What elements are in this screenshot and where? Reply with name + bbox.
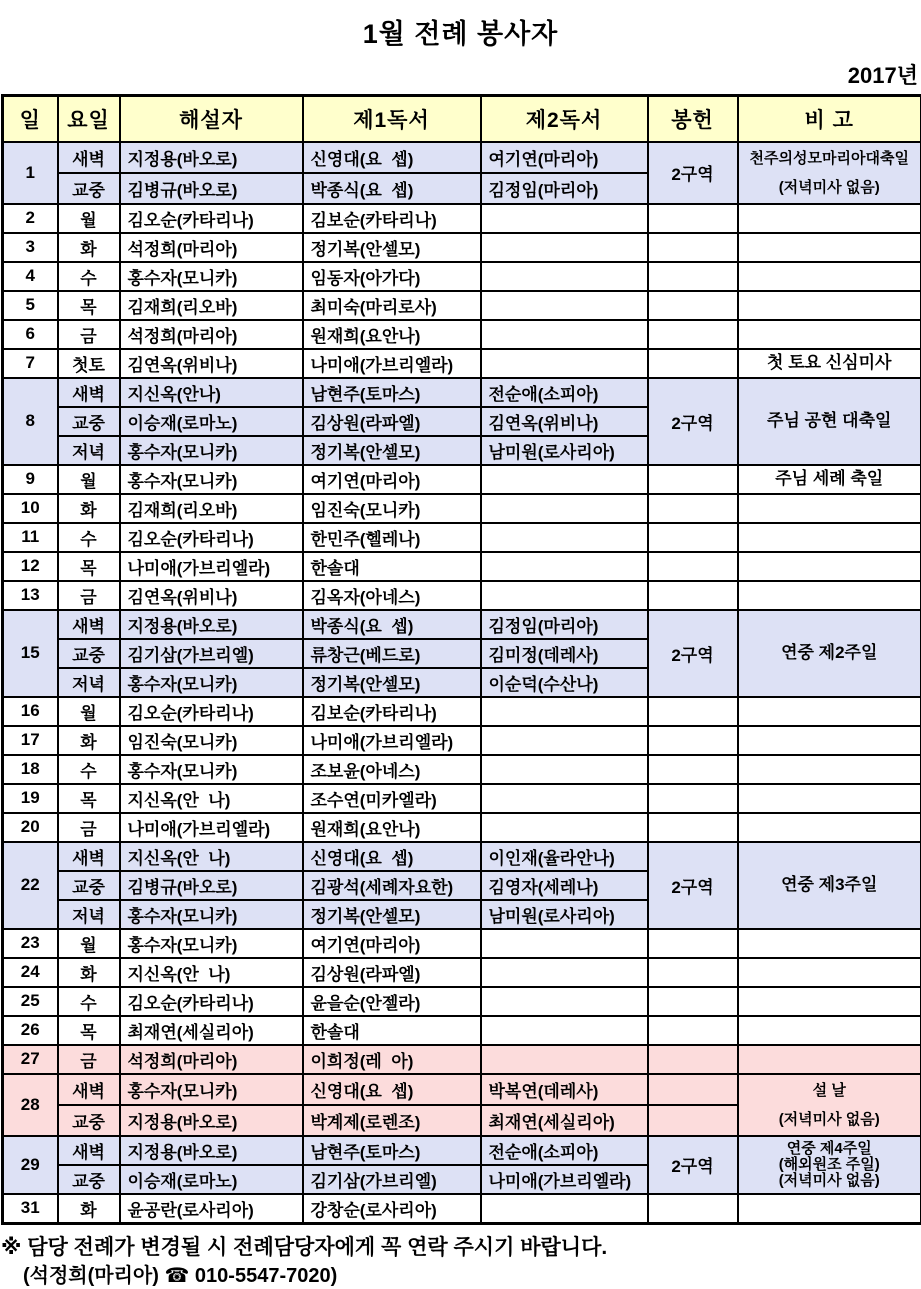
- first-reading-cell: 남현주(토마스): [303, 1136, 481, 1165]
- day-cell: 8: [3, 378, 58, 465]
- commentator-cell: 석정희(마리아): [120, 233, 303, 262]
- note-cell: [738, 494, 921, 523]
- second-reading-cell: [481, 1045, 648, 1074]
- day-cell: 17: [3, 726, 58, 755]
- table-row: [3, 320, 921, 349]
- offering-cell: [648, 320, 738, 349]
- day-cell: 22: [3, 842, 58, 929]
- offering-cell: [648, 987, 738, 1016]
- second-reading-cell: [481, 697, 648, 726]
- note-cell: [738, 552, 921, 581]
- day-cell: 27: [3, 1045, 58, 1074]
- commentator-cell: 지정용(바오로): [120, 610, 303, 639]
- day-cell: 6: [3, 320, 58, 349]
- first-reading-cell: 여기연(마리아): [303, 929, 481, 958]
- table-row: [3, 813, 921, 842]
- table-row: [3, 142, 921, 173]
- day-cell: 13: [3, 581, 58, 610]
- weekday-cell: 목: [58, 784, 120, 813]
- commentator-cell: 지신옥(안 나): [120, 958, 303, 987]
- note-cell: [738, 378, 921, 465]
- second-reading-cell: [481, 204, 648, 233]
- note-line: (저녁미사 없음): [740, 1173, 920, 1189]
- offering-cell: [648, 1016, 738, 1045]
- note-line: 연중 제4주일: [740, 1141, 920, 1157]
- note-cell: [738, 1194, 921, 1224]
- first-reading-cell: 최미숙(마리로사): [303, 291, 481, 320]
- commentator-cell: 김오순(카타리나): [120, 697, 303, 726]
- second-reading-cell: [481, 523, 648, 552]
- table-row: [3, 349, 921, 378]
- note-cell: [738, 142, 921, 204]
- note-cell: [738, 726, 921, 755]
- year-label: 2017년: [1, 59, 920, 90]
- weekday-cell: 교중: [58, 871, 120, 900]
- day-cell: 2: [3, 204, 58, 233]
- offering-cell: [648, 1074, 738, 1105]
- weekday-cell: 새벽: [58, 1136, 120, 1165]
- offering-cell: [648, 784, 738, 813]
- commentator-cell: 김재희(리오바): [120, 494, 303, 523]
- note-cell: [738, 581, 921, 610]
- second-reading-cell: [481, 320, 648, 349]
- first-reading-cell: 신영대(요 셉): [303, 842, 481, 871]
- commentator-cell: 김오순(카타리나): [120, 987, 303, 1016]
- note-line: 연중 제3주일: [740, 874, 920, 895]
- commentator-cell: 홍수자(모니카): [120, 436, 303, 465]
- first-reading-cell: 한민주(헬레나): [303, 523, 481, 552]
- second-reading-cell: [481, 581, 648, 610]
- weekday-cell: 월: [58, 697, 120, 726]
- note-cell: [738, 813, 921, 842]
- commentator-cell: 지신옥(안 나): [120, 842, 303, 871]
- day-cell: 20: [3, 813, 58, 842]
- first-reading-cell: 신영대(요 셉): [303, 1074, 481, 1105]
- table-header: [3, 96, 921, 142]
- note-cell: [738, 987, 921, 1016]
- commentator-cell: 임진숙(모니카): [120, 726, 303, 755]
- table-row: [3, 929, 921, 958]
- first-reading-cell: 류창근(베드로): [303, 639, 481, 668]
- weekday-cell: 수: [58, 523, 120, 552]
- day-cell: 4: [3, 262, 58, 291]
- commentator-cell: 윤공란(로사리아): [120, 1194, 303, 1224]
- weekday-cell: 새벽: [58, 142, 120, 173]
- commentator-cell: 지신옥(안나): [120, 378, 303, 407]
- table-row: [3, 1136, 921, 1165]
- weekday-cell: 화: [58, 233, 120, 262]
- commentator-cell: 나미애(가브리엘라): [120, 552, 303, 581]
- day-cell: 26: [3, 1016, 58, 1045]
- first-reading-cell: 박계제(로렌조): [303, 1105, 481, 1136]
- commentator-cell: 홍수자(모니카): [120, 929, 303, 958]
- second-reading-cell: 전순애(소피아): [481, 378, 648, 407]
- second-reading-cell: 김정임(마리아): [481, 173, 648, 204]
- second-reading-cell: [481, 755, 648, 784]
- first-reading-cell: 정기복(안셀모): [303, 668, 481, 697]
- weekday-cell: 새벽: [58, 610, 120, 639]
- second-reading-cell: 여기연(마리아): [481, 142, 648, 173]
- note-cell: [738, 697, 921, 726]
- second-reading-cell: [481, 291, 648, 320]
- note-cell: [738, 1074, 921, 1136]
- day-cell: 25: [3, 987, 58, 1016]
- second-reading-cell: [481, 1016, 648, 1045]
- note-line: 주님 세례 축일: [740, 468, 920, 489]
- weekday-cell: 금: [58, 1045, 120, 1074]
- day-cell: 29: [3, 1136, 58, 1194]
- commentator-cell: 이승재(로마노): [120, 407, 303, 436]
- table-row: [3, 755, 921, 784]
- col-header-second-reading: 제2독서: [481, 96, 648, 142]
- commentator-cell: 김연옥(위비나): [120, 581, 303, 610]
- table-row: [3, 378, 921, 407]
- note-cell: [738, 610, 921, 697]
- commentator-cell: 김오순(카타리나): [120, 523, 303, 552]
- note-line: 첫 토요 신심미사: [740, 352, 920, 373]
- note-line: (저녁미사 없음): [740, 1105, 920, 1134]
- day-cell: 11: [3, 523, 58, 552]
- note-line: (저녁미사 없음): [740, 173, 920, 202]
- weekday-cell: 교중: [58, 1105, 120, 1136]
- offering-cell: [648, 813, 738, 842]
- note-cell: [738, 1016, 921, 1045]
- first-reading-cell: 신영대(요 셉): [303, 142, 481, 173]
- first-reading-cell: 조수연(미카엘라): [303, 784, 481, 813]
- day-cell: 23: [3, 929, 58, 958]
- col-header-offering: 봉헌: [648, 96, 738, 142]
- weekday-cell: 화: [58, 1194, 120, 1224]
- first-reading-cell: 김기삼(가브리엘): [303, 1165, 481, 1194]
- day-cell: 24: [3, 958, 58, 987]
- table-row: [3, 1016, 921, 1045]
- note-line: 설 날: [740, 1076, 920, 1105]
- commentator-cell: 홍수자(모니카): [120, 1074, 303, 1105]
- weekday-cell: 월: [58, 465, 120, 494]
- note-cell: [738, 784, 921, 813]
- table-row: [3, 291, 921, 320]
- note-line: 천주의성모마리아대축일: [740, 144, 920, 173]
- first-reading-cell: 임동자(아가다): [303, 262, 481, 291]
- second-reading-cell: 박복연(데레사): [481, 1074, 648, 1105]
- commentator-cell: 김연옥(위비나): [120, 349, 303, 378]
- weekday-cell: 수: [58, 262, 120, 291]
- note-cell: [738, 204, 921, 233]
- weekday-cell: 화: [58, 494, 120, 523]
- first-reading-cell: 여기연(마리아): [303, 465, 481, 494]
- first-reading-cell: 정기복(안셀모): [303, 900, 481, 929]
- weekday-cell: 교중: [58, 407, 120, 436]
- table-row: [3, 784, 921, 813]
- first-reading-cell: 한솔대: [303, 1016, 481, 1045]
- offering-cell: 2구역: [648, 842, 738, 929]
- weekday-cell: 금: [58, 581, 120, 610]
- weekday-cell: 월: [58, 204, 120, 233]
- note-cell: [738, 262, 921, 291]
- commentator-cell: 지정용(바오로): [120, 1105, 303, 1136]
- offering-cell: [648, 726, 738, 755]
- col-header-day: 일: [3, 96, 58, 142]
- second-reading-cell: [481, 262, 648, 291]
- commentator-cell: 홍수자(모니카): [120, 465, 303, 494]
- second-reading-cell: 김정임(마리아): [481, 610, 648, 639]
- note-cell: [738, 523, 921, 552]
- col-header-commentator: 해설자: [120, 96, 303, 142]
- weekday-cell: 금: [58, 320, 120, 349]
- commentator-cell: 홍수자(모니카): [120, 755, 303, 784]
- weekday-cell: 월: [58, 929, 120, 958]
- note-cell: [738, 233, 921, 262]
- second-reading-cell: [481, 813, 648, 842]
- note-cell: [738, 958, 921, 987]
- commentator-cell: 김기삼(가브리엘): [120, 639, 303, 668]
- table-row: [3, 233, 921, 262]
- second-reading-cell: [481, 784, 648, 813]
- footer-notice: [1, 1235, 920, 1289]
- offering-cell: [648, 1045, 738, 1074]
- table-row: [3, 465, 921, 494]
- table-row: [3, 697, 921, 726]
- first-reading-cell: 남현주(토마스): [303, 378, 481, 407]
- first-reading-cell: 김상원(라파엘): [303, 958, 481, 987]
- day-cell: 16: [3, 697, 58, 726]
- offering-cell: 2구역: [648, 378, 738, 465]
- offering-cell: [648, 262, 738, 291]
- first-reading-cell: 임진숙(모니카): [303, 494, 481, 523]
- first-reading-cell: 박종식(요 셉): [303, 610, 481, 639]
- first-reading-cell: 나미애(가브리엘라): [303, 349, 481, 378]
- day-cell: 5: [3, 291, 58, 320]
- second-reading-cell: 김영자(세레나): [481, 871, 648, 900]
- first-reading-cell: 조보윤(아네스): [303, 755, 481, 784]
- table-row: [3, 494, 921, 523]
- day-cell: 15: [3, 610, 58, 697]
- footer-line-2: (석정희(마리아) ☎ 010-5547-7020): [1, 1264, 920, 1289]
- table-row: [3, 1074, 921, 1105]
- weekday-cell: 수: [58, 987, 120, 1016]
- weekday-cell: 저녁: [58, 436, 120, 465]
- day-cell: 10: [3, 494, 58, 523]
- commentator-cell: 최재연(세실리아): [120, 1016, 303, 1045]
- note-cell: [738, 291, 921, 320]
- offering-cell: [648, 929, 738, 958]
- offering-cell: [648, 204, 738, 233]
- commentator-cell: 나미애(가브리엘라): [120, 813, 303, 842]
- table-row: [3, 1045, 921, 1074]
- second-reading-cell: [481, 1194, 648, 1224]
- second-reading-cell: [481, 726, 648, 755]
- first-reading-cell: 강창순(로사리아): [303, 1194, 481, 1224]
- second-reading-cell: [481, 958, 648, 987]
- offering-cell: [648, 581, 738, 610]
- second-reading-cell: [481, 929, 648, 958]
- note-cell: [738, 1136, 921, 1194]
- first-reading-cell: 김보순(카타리나): [303, 204, 481, 233]
- weekday-cell: 교중: [58, 1165, 120, 1194]
- second-reading-cell: [481, 987, 648, 1016]
- first-reading-cell: 김옥자(아네스): [303, 581, 481, 610]
- commentator-cell: 김오순(카타리나): [120, 204, 303, 233]
- commentator-cell: 김병규(바오로): [120, 871, 303, 900]
- commentator-cell: 홍수자(모니카): [120, 262, 303, 291]
- weekday-cell: 저녁: [58, 668, 120, 697]
- second-reading-cell: [481, 494, 648, 523]
- commentator-cell: 석정희(마리아): [120, 320, 303, 349]
- note-cell: [738, 755, 921, 784]
- day-cell: 18: [3, 755, 58, 784]
- offering-cell: [648, 1194, 738, 1224]
- table-row: [3, 610, 921, 639]
- weekday-cell: 목: [58, 552, 120, 581]
- day-cell: 19: [3, 784, 58, 813]
- first-reading-cell: 박종식(요 셉): [303, 173, 481, 204]
- second-reading-cell: [481, 552, 648, 581]
- weekday-cell: 금: [58, 813, 120, 842]
- offering-cell: [648, 465, 738, 494]
- weekday-cell: 저녁: [58, 900, 120, 929]
- offering-cell: [648, 755, 738, 784]
- second-reading-cell: 남미원(로사리아): [481, 436, 648, 465]
- table-body: [3, 142, 921, 1224]
- first-reading-cell: 정기복(안셀모): [303, 436, 481, 465]
- second-reading-cell: 남미원(로사리아): [481, 900, 648, 929]
- commentator-cell: 지신옥(안 나): [120, 784, 303, 813]
- table-row: [3, 204, 921, 233]
- first-reading-cell: 김광석(세례자요한): [303, 871, 481, 900]
- commentator-cell: 석정희(마리아): [120, 1045, 303, 1074]
- day-cell: 9: [3, 465, 58, 494]
- commentator-cell: 홍수자(모니카): [120, 668, 303, 697]
- table-row: [3, 552, 921, 581]
- note-line: (해외원조 주일): [740, 1157, 920, 1173]
- weekday-cell: 화: [58, 726, 120, 755]
- offering-cell: [648, 697, 738, 726]
- weekday-cell: 화: [58, 958, 120, 987]
- offering-cell: [648, 552, 738, 581]
- weekday-cell: 새벽: [58, 1074, 120, 1105]
- first-reading-cell: 한솔대: [303, 552, 481, 581]
- second-reading-cell: [481, 349, 648, 378]
- weekday-cell: 교중: [58, 639, 120, 668]
- offering-cell: [648, 958, 738, 987]
- commentator-cell: 이승재(로마노): [120, 1165, 303, 1194]
- weekday-cell: 수: [58, 755, 120, 784]
- commentator-cell: 지정용(바오로): [120, 1136, 303, 1165]
- offering-cell: 2구역: [648, 142, 738, 204]
- first-reading-cell: 윤을순(안젤라): [303, 987, 481, 1016]
- first-reading-cell: 정기복(안셀모): [303, 233, 481, 262]
- first-reading-cell: 김보순(카타리나): [303, 697, 481, 726]
- commentator-cell: 홍수자(모니카): [120, 900, 303, 929]
- table-row: [3, 726, 921, 755]
- table-row: [3, 262, 921, 291]
- footer-line-1: ※ 담당 전례가 변경될 시 전례담당자에게 꼭 연락 주시기 바랍니다.: [1, 1235, 920, 1261]
- weekday-cell: 목: [58, 291, 120, 320]
- second-reading-cell: [481, 465, 648, 494]
- second-reading-cell: 김연옥(위비나): [481, 407, 648, 436]
- day-cell: 28: [3, 1074, 58, 1136]
- first-reading-cell: 김상원(라파엘): [303, 407, 481, 436]
- weekday-cell: 교중: [58, 173, 120, 204]
- note-cell: [738, 842, 921, 929]
- first-reading-cell: 원재희(요안나): [303, 813, 481, 842]
- header-row: [3, 96, 921, 142]
- note-cell: [738, 1045, 921, 1074]
- weekday-cell: 목: [58, 1016, 120, 1045]
- second-reading-cell: 김미정(데레사): [481, 639, 648, 668]
- commentator-cell: 지정용(바오로): [120, 142, 303, 173]
- note-cell: [738, 929, 921, 958]
- offering-cell: [648, 494, 738, 523]
- table-row: [3, 958, 921, 987]
- commentator-cell: 김병규(바오로): [120, 173, 303, 204]
- offering-cell: [648, 291, 738, 320]
- day-cell: 31: [3, 1194, 58, 1224]
- second-reading-cell: 전순애(소피아): [481, 1136, 648, 1165]
- weekday-cell: 새벽: [58, 378, 120, 407]
- offering-cell: [648, 233, 738, 262]
- second-reading-cell: [481, 233, 648, 262]
- second-reading-cell: 이순덕(수산나): [481, 668, 648, 697]
- commentator-cell: 김재희(리오바): [120, 291, 303, 320]
- note-cell: [738, 320, 921, 349]
- day-cell: 7: [3, 349, 58, 378]
- table-row: [3, 581, 921, 610]
- note-line: 주님 공현 대축일: [740, 410, 920, 431]
- col-header-weekday: 요일: [58, 96, 120, 142]
- note-cell: [738, 349, 921, 378]
- first-reading-cell: 원재희(요안나): [303, 320, 481, 349]
- col-header-first-reading: 제1독서: [303, 96, 481, 142]
- table-row: [3, 523, 921, 552]
- second-reading-cell: 이인재(율라안나): [481, 842, 648, 871]
- table-row: [3, 1194, 921, 1224]
- first-reading-cell: 나미애(가브리엘라): [303, 726, 481, 755]
- offering-cell: [648, 523, 738, 552]
- page-title: 1월 전례 봉사자: [1, 0, 920, 51]
- table-row: [3, 842, 921, 871]
- weekday-cell: 새벽: [58, 842, 120, 871]
- weekday-cell: 첫토: [58, 349, 120, 378]
- second-reading-cell: 최재연(세실리아): [481, 1105, 648, 1136]
- day-cell: 3: [3, 233, 58, 262]
- liturgy-schedule-table: [1, 94, 921, 1225]
- offering-cell: [648, 349, 738, 378]
- offering-cell: [648, 1105, 738, 1136]
- first-reading-cell: 이희정(레 아): [303, 1045, 481, 1074]
- offering-cell: 2구역: [648, 610, 738, 697]
- table-row: [3, 987, 921, 1016]
- second-reading-cell: 나미애(가브리엘라): [481, 1165, 648, 1194]
- day-cell: 12: [3, 552, 58, 581]
- note-line: 연중 제2주일: [740, 642, 920, 663]
- note-cell: [738, 465, 921, 494]
- day-cell: 1: [3, 142, 58, 204]
- offering-cell: 2구역: [648, 1136, 738, 1194]
- col-header-note: 비 고: [738, 96, 921, 142]
